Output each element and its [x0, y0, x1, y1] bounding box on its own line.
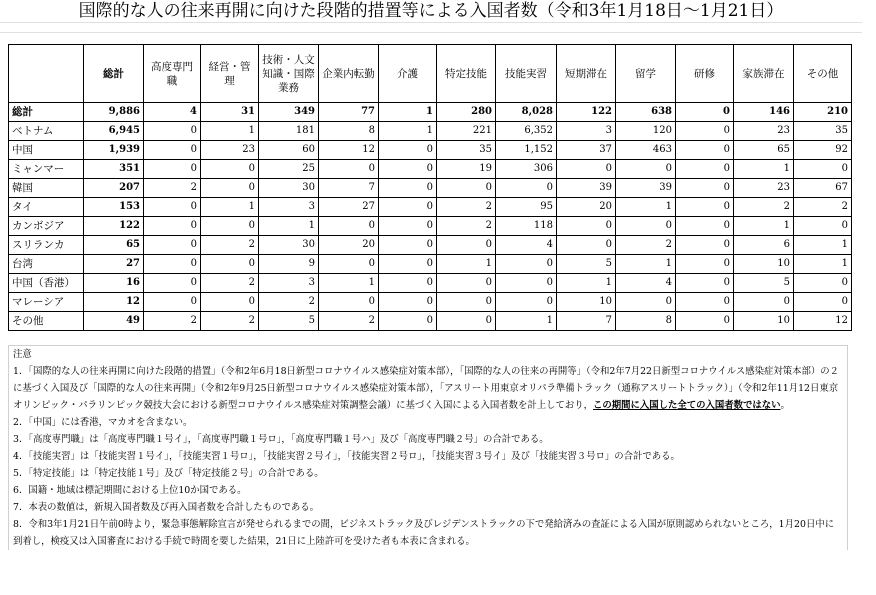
table-cell: 2: [616, 236, 676, 255]
table-cell: 2: [201, 236, 259, 255]
table-cell: 1: [496, 312, 557, 331]
table-cell: 0: [794, 160, 852, 179]
country-name: スリランカ: [9, 236, 84, 255]
table-cell: 0: [794, 293, 852, 312]
table-cell: 0: [201, 217, 259, 236]
table-cell: 1: [794, 255, 852, 274]
country-name: カンボジア: [9, 217, 84, 236]
table-cell: 23: [734, 179, 794, 198]
table-cell: 0: [616, 217, 676, 236]
table-cell: 2: [319, 312, 379, 331]
table-cell: 0: [437, 179, 496, 198]
country-name: 中国: [9, 141, 84, 160]
table-cell: 0: [144, 217, 201, 236]
note-5: 5．「特定技能」は「特定技能１号」及び「特定技能２号」の合計である。: [13, 468, 324, 479]
table-cell: 0: [379, 293, 437, 312]
table-cell: 30: [259, 236, 319, 255]
table-cell: 1: [734, 217, 794, 236]
total-row: [9, 103, 852, 122]
table-cell: 2: [144, 179, 201, 198]
table-cell: 1: [616, 255, 676, 274]
table-cell: 0: [557, 217, 616, 236]
table-cell: 6,945: [84, 122, 144, 141]
table-row: [9, 179, 852, 198]
table-body: [9, 103, 852, 331]
table-cell: 20: [557, 198, 616, 217]
table-cell: 5: [557, 255, 616, 274]
table-cell: 65: [84, 236, 144, 255]
table-cell: 0: [496, 293, 557, 312]
table-row: [9, 255, 852, 274]
table-cell: 1: [319, 274, 379, 293]
column-header: 特定技能: [437, 45, 496, 103]
table-cell: 0: [379, 141, 437, 160]
table-cell: 0: [496, 274, 557, 293]
country-name: ミャンマー: [9, 160, 84, 179]
table-row: [9, 141, 852, 160]
table-cell: 0: [144, 274, 201, 293]
notes-heading: 注意: [13, 349, 32, 360]
table-cell: 37: [557, 141, 616, 160]
table-row: [9, 312, 852, 331]
table-cell: 221: [437, 122, 496, 141]
table-cell: 19: [437, 160, 496, 179]
note-8: 8．令和3年1月21日午前0時より，緊急事態解除宣言が発せられるまでの間，ビジネストラック及びレジデンストラックの下で発給済みの査証による入国が原則認められないところ，1月20日中に到着し，検疫又は入国審査における手続で時間を要した結果，21日に上陸許可を受けた者も本表に含まれる。: [13, 519, 835, 547]
table-cell: 2: [437, 198, 496, 217]
table-cell: 65: [734, 141, 794, 160]
note-6: 6．国籍・地域は標記期間における上位10か国である。: [13, 485, 247, 496]
table-cell: 0: [437, 274, 496, 293]
table-cell: 67: [794, 179, 852, 198]
country-name: 中国（香港）: [9, 274, 84, 293]
table-cell: 0: [676, 122, 734, 141]
table-cell: 153: [84, 198, 144, 217]
table-cell: 0: [379, 255, 437, 274]
note-2: 2．「中国」には香港，マカオを含まない。: [13, 417, 193, 428]
table-cell: 4: [496, 236, 557, 255]
table-cell: 1: [259, 217, 319, 236]
table-cell: 10: [734, 312, 794, 331]
table-cell: 16: [84, 274, 144, 293]
table-cell: 60: [259, 141, 319, 160]
table-row: [9, 217, 852, 236]
table-cell: 35: [437, 141, 496, 160]
table-cell: 2: [144, 312, 201, 331]
note-1-text: 1．「国際的な人の往来再開に向けた段階的措置」（令和2年6月18日新型コロナウイルス感染症対策本部），「国際的な人の往来の再開等」（令和2年7月22日新型コロナウイルス感染症対策本部）の２に基づく入国及び「国際的な人の往来再開」（令和2年9月25日新型コロナウイルス感染症対策本部），「アスリート用東京オリパラ準備トラック（通称アスリートトラック）」（令和2年11月12日東京オリンピック・パラリンピック競技大会における新型コロナウイルス感染症対策調整会議）に基づく入国による入国者数を計上しており，: [13, 366, 839, 411]
table-cell: 0: [734, 293, 794, 312]
column-header: 技能実習: [496, 45, 557, 103]
table-cell: 5: [259, 312, 319, 331]
table-row: [9, 160, 852, 179]
table-cell: 27: [84, 255, 144, 274]
table-cell: 0: [144, 293, 201, 312]
column-header: 短期滞在: [557, 45, 616, 103]
table-cell: 23: [201, 141, 259, 160]
sheet-gridline: [0, 22, 862, 23]
table-cell: 4: [616, 274, 676, 293]
country-name: 台湾: [9, 255, 84, 274]
column-header: 高度専門職: [144, 45, 201, 103]
table-cell: 1: [616, 198, 676, 217]
table-cell: 0: [676, 198, 734, 217]
table-cell: 0: [676, 236, 734, 255]
table-cell: 8: [616, 312, 676, 331]
table-row: [9, 122, 852, 141]
table-cell: 0: [379, 236, 437, 255]
table-cell: 0: [144, 160, 201, 179]
table-cell: 4: [144, 103, 201, 122]
table-cell: 6,352: [496, 122, 557, 141]
table-cell: 1: [201, 198, 259, 217]
column-header: 介護: [379, 45, 437, 103]
table-cell: 0: [201, 179, 259, 198]
table-cell: 0: [437, 293, 496, 312]
table-cell: 39: [616, 179, 676, 198]
table-cell: 0: [676, 274, 734, 293]
table-cell: 0: [379, 217, 437, 236]
table-cell: 30: [259, 179, 319, 198]
table-cell: 27: [319, 198, 379, 217]
table-cell: 0: [379, 274, 437, 293]
table-cell: 0: [794, 274, 852, 293]
table-cell: 0: [676, 293, 734, 312]
table-cell: 2: [437, 217, 496, 236]
note-1-emphasis: この期間に入国した全ての入国者数ではない: [592, 400, 781, 411]
note-7: 7．本表の数値は，新規入国者数及び再入国者数を合計したものである。: [13, 502, 319, 513]
table-cell: 3: [259, 274, 319, 293]
table-cell: 0: [676, 160, 734, 179]
table-cell: 122: [557, 103, 616, 122]
table-cell: 0: [794, 217, 852, 236]
table-cell: 12: [84, 293, 144, 312]
table-cell: 0: [379, 179, 437, 198]
table-cell: 1: [794, 236, 852, 255]
table-cell: 0: [676, 141, 734, 160]
table-cell: 2: [794, 198, 852, 217]
table-cell: 0: [144, 255, 201, 274]
table-cell: 2: [201, 274, 259, 293]
table-cell: 2: [201, 312, 259, 331]
table-cell: 0: [616, 293, 676, 312]
table-cell: 2: [734, 198, 794, 217]
table-cell: 1: [557, 274, 616, 293]
table-cell: 0: [437, 236, 496, 255]
table-row: [9, 198, 852, 217]
table-row: [9, 274, 852, 293]
table-cell: 0: [319, 217, 379, 236]
table-cell: 0: [144, 236, 201, 255]
table-cell: 9: [259, 255, 319, 274]
table-cell: 0: [201, 293, 259, 312]
table-cell: 1: [437, 255, 496, 274]
table-cell: 120: [616, 122, 676, 141]
table-cell: 0: [319, 255, 379, 274]
table-cell: 92: [794, 141, 852, 160]
table-cell: 0: [319, 160, 379, 179]
table-cell: 146: [734, 103, 794, 122]
table-row: [9, 293, 852, 312]
table-cell: 0: [319, 293, 379, 312]
table-cell: 0: [144, 198, 201, 217]
entry-statistics-table: [8, 44, 852, 331]
table-cell: 5: [734, 274, 794, 293]
table-cell: 49: [84, 312, 144, 331]
table-cell: 3: [259, 198, 319, 217]
table-cell: 6: [734, 236, 794, 255]
table-cell: 0: [676, 312, 734, 331]
note-1: [9, 363, 847, 414]
column-header: 研修: [676, 45, 734, 103]
country-name: 韓国: [9, 179, 84, 198]
table-cell: 8: [319, 122, 379, 141]
table-cell: 351: [84, 160, 144, 179]
table-cell: 23: [734, 122, 794, 141]
table-cell: 0: [616, 160, 676, 179]
column-header: 家族滞在: [734, 45, 794, 103]
table-cell: 638: [616, 103, 676, 122]
column-header: 技術・人文知識・国際業務: [259, 45, 319, 103]
note-1-end: 。: [780, 400, 790, 411]
table-cell: 0: [676, 103, 734, 122]
table-cell: 20: [319, 236, 379, 255]
table-cell: 77: [319, 103, 379, 122]
table-cell: 7: [557, 312, 616, 331]
table-cell: 210: [794, 103, 852, 122]
table-cell: 35: [794, 122, 852, 141]
table-cell: 12: [319, 141, 379, 160]
table-cell: 0: [144, 141, 201, 160]
table-cell: 1: [734, 160, 794, 179]
column-header: 企業内転勤: [319, 45, 379, 103]
table-cell: 1,939: [84, 141, 144, 160]
column-header: 総計: [84, 45, 144, 103]
note-4: 4．「技能実習」は「技能実習１号イ」，「技能実習１号ロ」，「技能実習２号イ」，「技能実習２号ロ」，「技能実習３号イ」及び「技能実習３号ロ」の合計である。: [13, 451, 680, 462]
table-cell: 207: [84, 179, 144, 198]
table-cell: 0: [201, 255, 259, 274]
table-cell: 0: [496, 179, 557, 198]
page-title: 国際的な人の往来再開に向けた段階的措置等による入国者数（令和3年1月18日〜1月21日）: [78, 1, 784, 21]
table-cell: 95: [496, 198, 557, 217]
table-cell: 306: [496, 160, 557, 179]
table-cell: 1,152: [496, 141, 557, 160]
column-header: 留学: [616, 45, 676, 103]
table-cell: 0: [496, 255, 557, 274]
table-cell: 463: [616, 141, 676, 160]
country-name: マレーシア: [9, 293, 84, 312]
column-header: 経営・管理: [201, 45, 259, 103]
table-cell: 0: [676, 255, 734, 274]
table-cell: 0: [379, 198, 437, 217]
header-row: [9, 45, 852, 103]
table-cell: 0: [676, 217, 734, 236]
country-name: タイ: [9, 198, 84, 217]
table-cell: 12: [794, 312, 852, 331]
note-3: 3．「高度専門職」は「高度専門職１号イ」，「高度専門職１号ロ」，「高度専門職１号ハ」及び「高度専門職２号」の合計である。: [13, 434, 549, 445]
table-cell: 0: [557, 160, 616, 179]
table-cell: 349: [259, 103, 319, 122]
country-name: ベトナム: [9, 122, 84, 141]
table-cell: 10: [557, 293, 616, 312]
table-cell: 8,028: [496, 103, 557, 122]
table-row: [9, 236, 852, 255]
table-cell: 181: [259, 122, 319, 141]
table-cell: 0: [144, 122, 201, 141]
table-cell: 0: [379, 312, 437, 331]
table-cell: 9,886: [84, 103, 144, 122]
table-cell: 0: [201, 160, 259, 179]
table-cell: 1: [379, 122, 437, 141]
table-cell: 1: [379, 103, 437, 122]
column-header: その他: [794, 45, 852, 103]
table-cell: 280: [437, 103, 496, 122]
country-name: その他: [9, 312, 84, 331]
table-cell: 3: [557, 122, 616, 141]
table-cell: 122: [84, 217, 144, 236]
table-cell: 0: [676, 179, 734, 198]
table-cell: 118: [496, 217, 557, 236]
table-cell: 0: [379, 160, 437, 179]
table-cell: 10: [734, 255, 794, 274]
table-cell: 0: [557, 236, 616, 255]
country-name: 総計: [9, 103, 84, 122]
sheet-gridline: [0, 32, 862, 33]
table-cell: 25: [259, 160, 319, 179]
table-cell: 39: [557, 179, 616, 198]
table-cell: 1: [201, 122, 259, 141]
notes-section: [8, 345, 848, 550]
table-cell: 0: [437, 312, 496, 331]
table-cell: 7: [319, 179, 379, 198]
corner-cell: [9, 45, 84, 103]
table-cell: 2: [259, 293, 319, 312]
table-cell: 31: [201, 103, 259, 122]
